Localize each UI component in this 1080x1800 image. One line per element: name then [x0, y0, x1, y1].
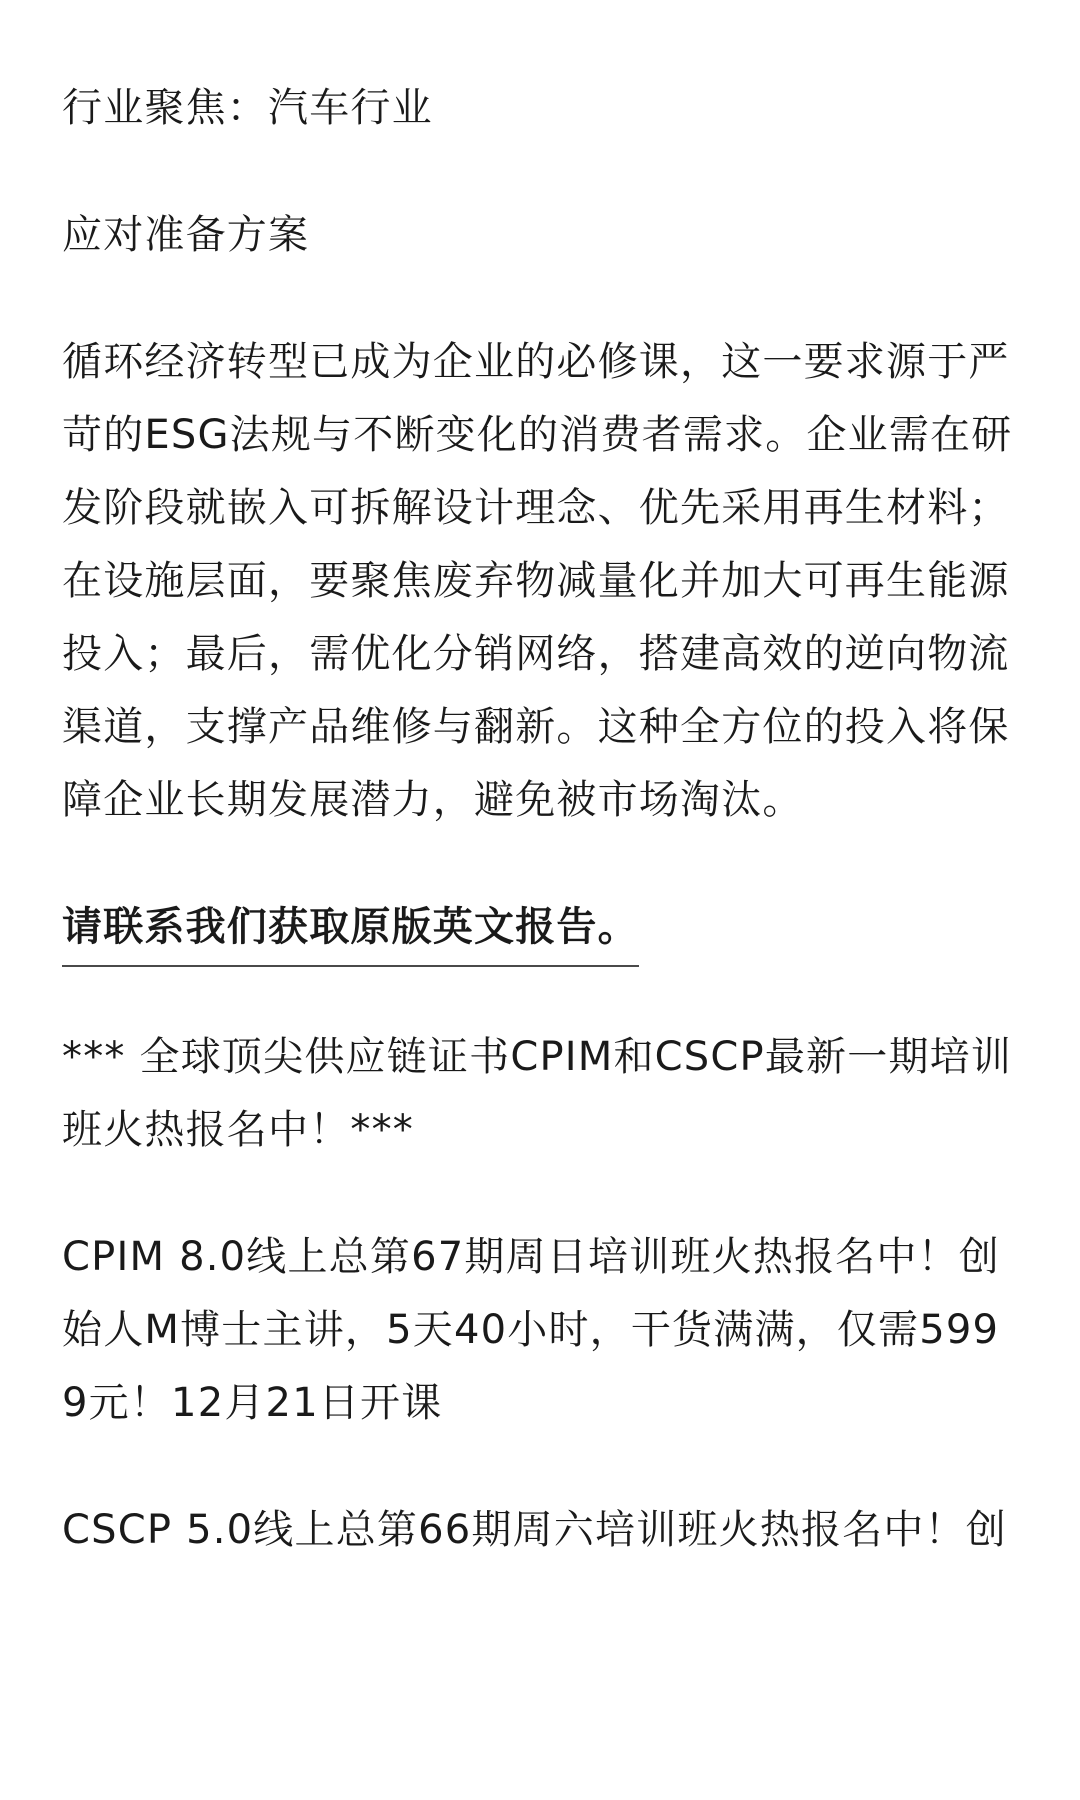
cpim-course-announcement: CPIM 8.0线上总第67期周日培训班火热报名中！创始人M博士主讲，5天40小时，干货满满，仅需5999元！12月21日开课 — [62, 1234, 1000, 1426]
industry-focus-heading: 行业聚焦：汽车行业 — [62, 85, 433, 131]
body-paragraph: 循环经济转型已成为企业的必修课，这一要求源于严苛的ESG法规与不断变化的消费者需求。企业需在研发阶段就嵌入可拆解设计理念、优先采用再生材料；在设施层面，要聚焦废弃物减量化并加大可再生能源投入；最后，需优化分销网络，搭建高效的逆向物流渠道，支撑产品维修与翻新。这种全方位的投入将保障企业长期发展潜力，避免被市场淘汰。 — [62, 339, 1013, 823]
promo-headline: *** 全球顶尖供应链证书CPIM和CSCP最新一期培训班火热报名中！*** — [62, 1034, 1013, 1153]
contact-link-wrapper — [62, 895, 1018, 967]
cscp-course-announcement: CSCP 5.0线上总第66期周六培训班火热报名中！创 — [62, 1507, 1007, 1553]
section-title: 应对准备方案 — [62, 212, 310, 258]
contact-report-link[interactable]: 请联系我们获取原版英文报告。 — [62, 895, 639, 967]
